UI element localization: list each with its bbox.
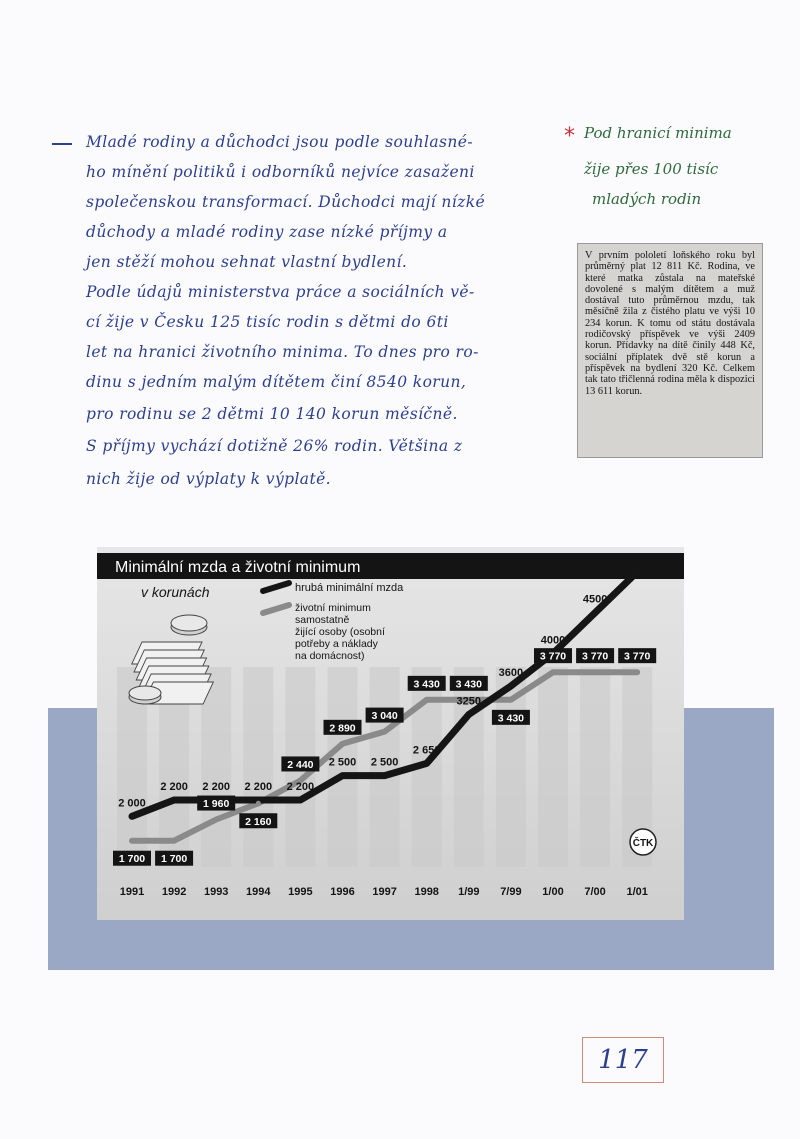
legend-label-minimum-line: žijící osoby (osobní — [295, 626, 385, 638]
handwritten-line: let na hranici životního minima. To dnes pro ro- — [86, 343, 479, 361]
handwritten-line: S příjmy vychází dotižně 26% rodin. Většina z — [86, 437, 463, 455]
column-band — [538, 667, 568, 867]
data-label-minimum: 3 040 — [371, 710, 398, 723]
x-tick-label: 1/99 — [458, 886, 480, 898]
data-label-minimum: 3 770 — [581, 650, 609, 663]
data-point — [214, 817, 219, 822]
data-point — [130, 814, 135, 819]
bullet-dash — [52, 143, 72, 145]
handwritten-line: společenskou transformací. Důchodci mají nízké — [86, 193, 486, 211]
side-note-line: žije přes 100 tisíc — [584, 160, 719, 178]
data-point — [172, 798, 177, 803]
x-tick-label: 7/00 — [584, 886, 606, 898]
handwritten-line: Podle údajů ministerstva práce a sociálních vě- — [86, 283, 475, 301]
column-band — [243, 667, 273, 867]
data-label-wage: 5000 — [624, 553, 650, 565]
legend-label-minimum-line: samostatně — [295, 614, 350, 626]
x-tick-label: 1994 — [246, 886, 271, 898]
handwritten-line: cí žije v Česku 125 tisíc rodin s dětmi do 6ti — [86, 313, 449, 331]
legend-label-wage: hrubá minimální mzda — [295, 582, 404, 594]
data-label-wage: 2 200 — [202, 781, 230, 793]
asterisk-mark: * — [564, 124, 575, 149]
data-point — [298, 798, 303, 803]
x-tick-label: 1993 — [203, 886, 229, 898]
data-label-minimum: 1 700 — [160, 853, 188, 866]
data-label-wage: 3250 — [456, 695, 482, 708]
data-point — [340, 773, 345, 778]
x-tick-label: 1991 — [119, 886, 145, 898]
data-label-wage: 4000 — [540, 634, 566, 647]
side-note-line: mladých rodin — [592, 190, 702, 208]
ctk-logo — [630, 829, 656, 855]
data-point — [508, 697, 513, 702]
data-point — [382, 729, 387, 734]
page-number: 117 — [582, 1037, 664, 1083]
data-label-wage: 2 200 — [160, 781, 188, 793]
data-point — [130, 838, 135, 843]
data-point — [340, 741, 345, 746]
data-point — [256, 801, 261, 806]
handwritten-line: pro rodinu se 2 dětmi 10 140 korun měsíčně. — [86, 405, 458, 423]
handwritten-line: ho mínění politiků i odborníků nejvíce zasaženi — [86, 163, 475, 181]
handwritten-line: dinu s jedním malým dítětem činí 8540 korun, — [86, 373, 467, 391]
data-label-wage: 2 200 — [286, 781, 315, 793]
chart-clipping — [97, 547, 684, 920]
handwritten-line: jen stěží mohou sehnat vlastní bydlení. — [86, 253, 408, 271]
chart-title: Minimální mzda a životní minimum — [115, 559, 361, 576]
x-tick-label: 1998 — [414, 886, 439, 898]
data-point — [593, 670, 598, 675]
data-label-wage: 2 500 — [328, 756, 357, 769]
data-point — [508, 684, 513, 689]
x-tick-label: 1996 — [330, 886, 355, 898]
data-point — [382, 773, 387, 778]
data-label-minimum: 2 440 — [287, 758, 314, 771]
data-label-minimum: 3 770 — [624, 650, 651, 663]
legend-label-minimum-line: životní minimum — [295, 602, 371, 614]
data-label-wage: 2 000 — [118, 797, 146, 810]
data-label-wage: 2 500 — [370, 756, 399, 769]
x-tick-label: 1992 — [161, 886, 187, 898]
data-label-minimum: 1 700 — [118, 853, 146, 866]
newspaper-clipping: V prvním pololetí loňského roku byl průměrný plat 12 811 Kč. Rodina, ve které matka zůstala na mateřské dovolené s malým dítětem a muž dostával tuto průměrnou mzdu, tak měsíčně žila z čistého platu ve výši 10 234 korun. K tomu od státu dostávala rodičovský příspěvek ve výši 2409 korun. Přídavky na dítě činily 448 Kč, sociální příplatek dvě stě korun a příspěvek na bydlení 320 Kč. Celkem tak tato třičlenná rodina měla k dispozici 13 611 korun. — [577, 243, 763, 458]
data-label-minimum: 2 160 — [245, 815, 272, 828]
data-label-wage: 3600 — [498, 667, 524, 679]
chart-svg — [97, 547, 684, 920]
handwritten-line: Mladé rodiny a důchodci jsou podle souhlasné- — [86, 133, 473, 151]
data-point — [466, 712, 471, 717]
data-label-minimum: 3 430 — [497, 712, 525, 725]
x-tick-label: 1995 — [288, 886, 313, 898]
legend-label-minimum-line: na domácnost) — [295, 650, 365, 662]
handwritten-line: důchody a mladé rodiny zase nízké příjmy a — [86, 223, 448, 241]
data-label-wage: 4500 — [582, 593, 608, 606]
legend-label-minimum-line: potřeby a náklady — [295, 638, 378, 650]
data-label-wage: 2 650 — [412, 744, 441, 757]
data-label-minimum: 3 770 — [539, 650, 567, 663]
data-label-minimum: 2 890 — [329, 722, 356, 735]
chart-subtitle: v korunách — [141, 584, 210, 600]
data-point — [551, 670, 556, 675]
data-label-wage: 2 200 — [244, 781, 273, 793]
x-tick-label: 1997 — [372, 886, 397, 898]
handwritten-line: nich žije od výplaty k výplatě. — [86, 470, 331, 488]
x-tick-label: 1/01 — [626, 886, 648, 898]
data-label-minimum: 1 960 — [203, 798, 230, 811]
data-point — [424, 697, 429, 702]
data-point — [424, 761, 429, 766]
data-label-minimum: 3 430 — [455, 678, 482, 691]
data-point — [635, 670, 640, 675]
data-label-minimum: 3 430 — [413, 678, 440, 691]
ctk-logo-text: ČTK — [632, 838, 654, 849]
data-point — [172, 838, 177, 843]
x-tick-label: 1/00 — [542, 886, 564, 898]
x-tick-label: 7/99 — [500, 886, 522, 898]
side-note-line: Pod hranicí minima — [584, 124, 732, 142]
column-band — [580, 667, 610, 867]
data-point — [593, 610, 598, 615]
data-point — [635, 570, 640, 575]
